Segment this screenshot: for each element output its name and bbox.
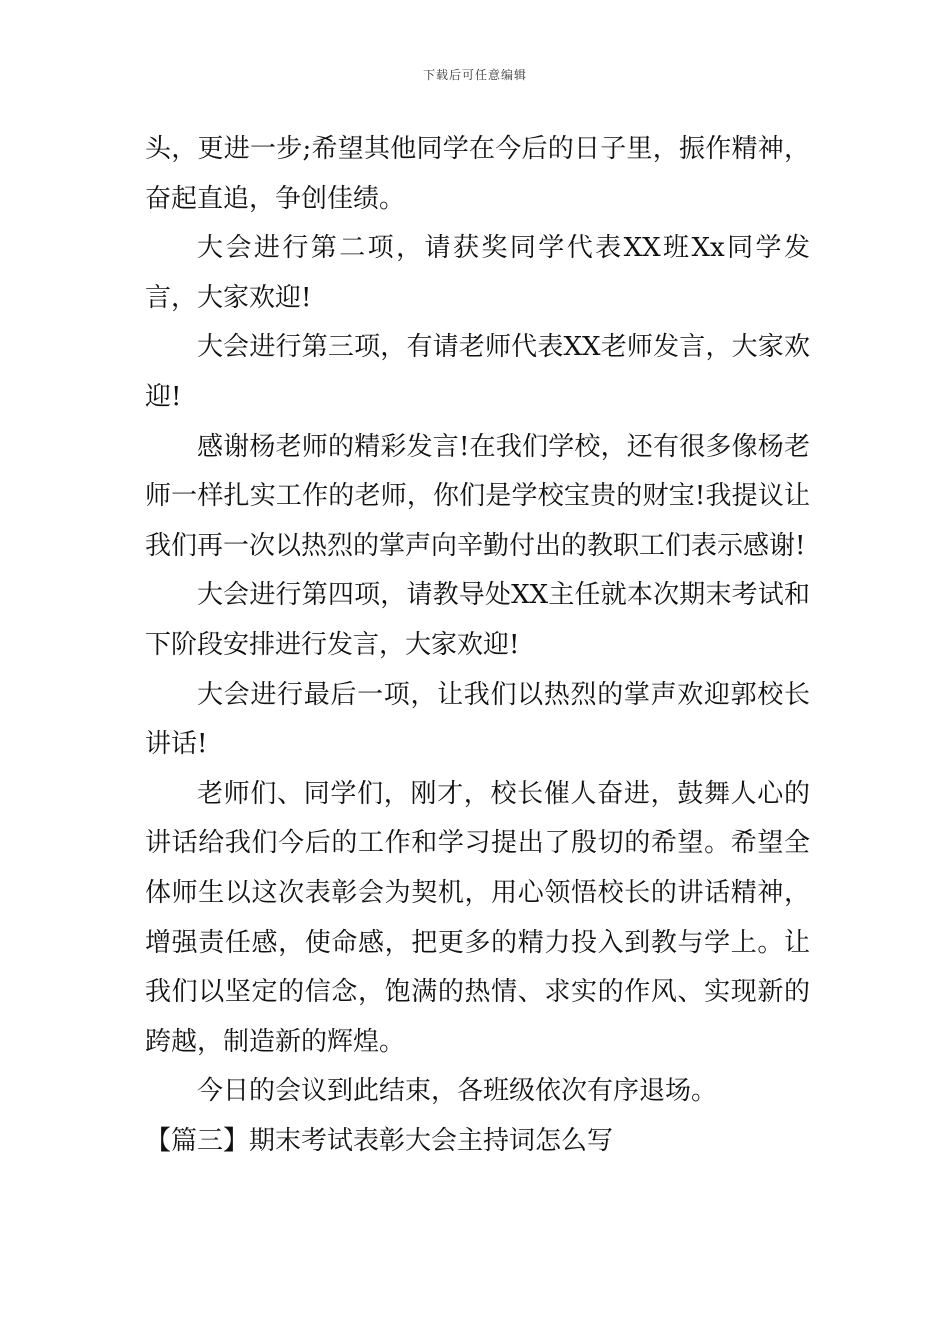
paragraph-item-2: 大会进行第二项，请获奖同学代表XX班Xx同学发言，大家欢迎! xyxy=(145,233,810,313)
paragraph-continuation: 头，更进一步;希望其他同学在今后的日子里，振作精神，奋起直追，争创佳绩。 xyxy=(145,134,810,214)
paragraph-final-item: 大会进行最后一项，让我们以热烈的掌声欢迎郭校长讲话! xyxy=(145,679,810,760)
paragraph-closing-remarks: 老师们、同学们，刚才，校长催人奋进，鼓舞人心的讲话给我们今后的工作和学习提出了殷切的希望。希望全体师生以这次表彰会为契机，用心领悟校长的讲话精神，增强责任感，使命感，把更多的精力投入到教与学上。让我们以坚定的信念，饱满的热情、求实的作风、实现新的跨越，制造新的辉煌。 xyxy=(145,778,810,1057)
paragraph-item-3: 大会进行第三项，有请老师代表XX老师发言，大家欢迎! xyxy=(145,332,810,412)
page-header-note: 下载后可任意编辑 xyxy=(422,68,527,82)
paragraph-item-4: 大会进行第四项，请教导处XX主任就本次期末考试和下阶段安排进行发言，大家欢迎! xyxy=(145,580,810,660)
paragraph-meeting-end: 今日的会议到此结束，各班级依次有序退场。 xyxy=(197,1076,718,1107)
document-body xyxy=(145,125,810,1166)
section-heading: 【篇三】期末考试表彰大会主持词怎么写 xyxy=(145,1125,614,1156)
paragraph-thanks: 感谢杨老师的精彩发言!在我们学校，还有很多像杨老师一样扎实工作的老师，你们是学校宝贵的财宝!我提议让我们再一次以热烈的掌声向辛勤付出的教职工们表示感谢! xyxy=(145,431,810,561)
